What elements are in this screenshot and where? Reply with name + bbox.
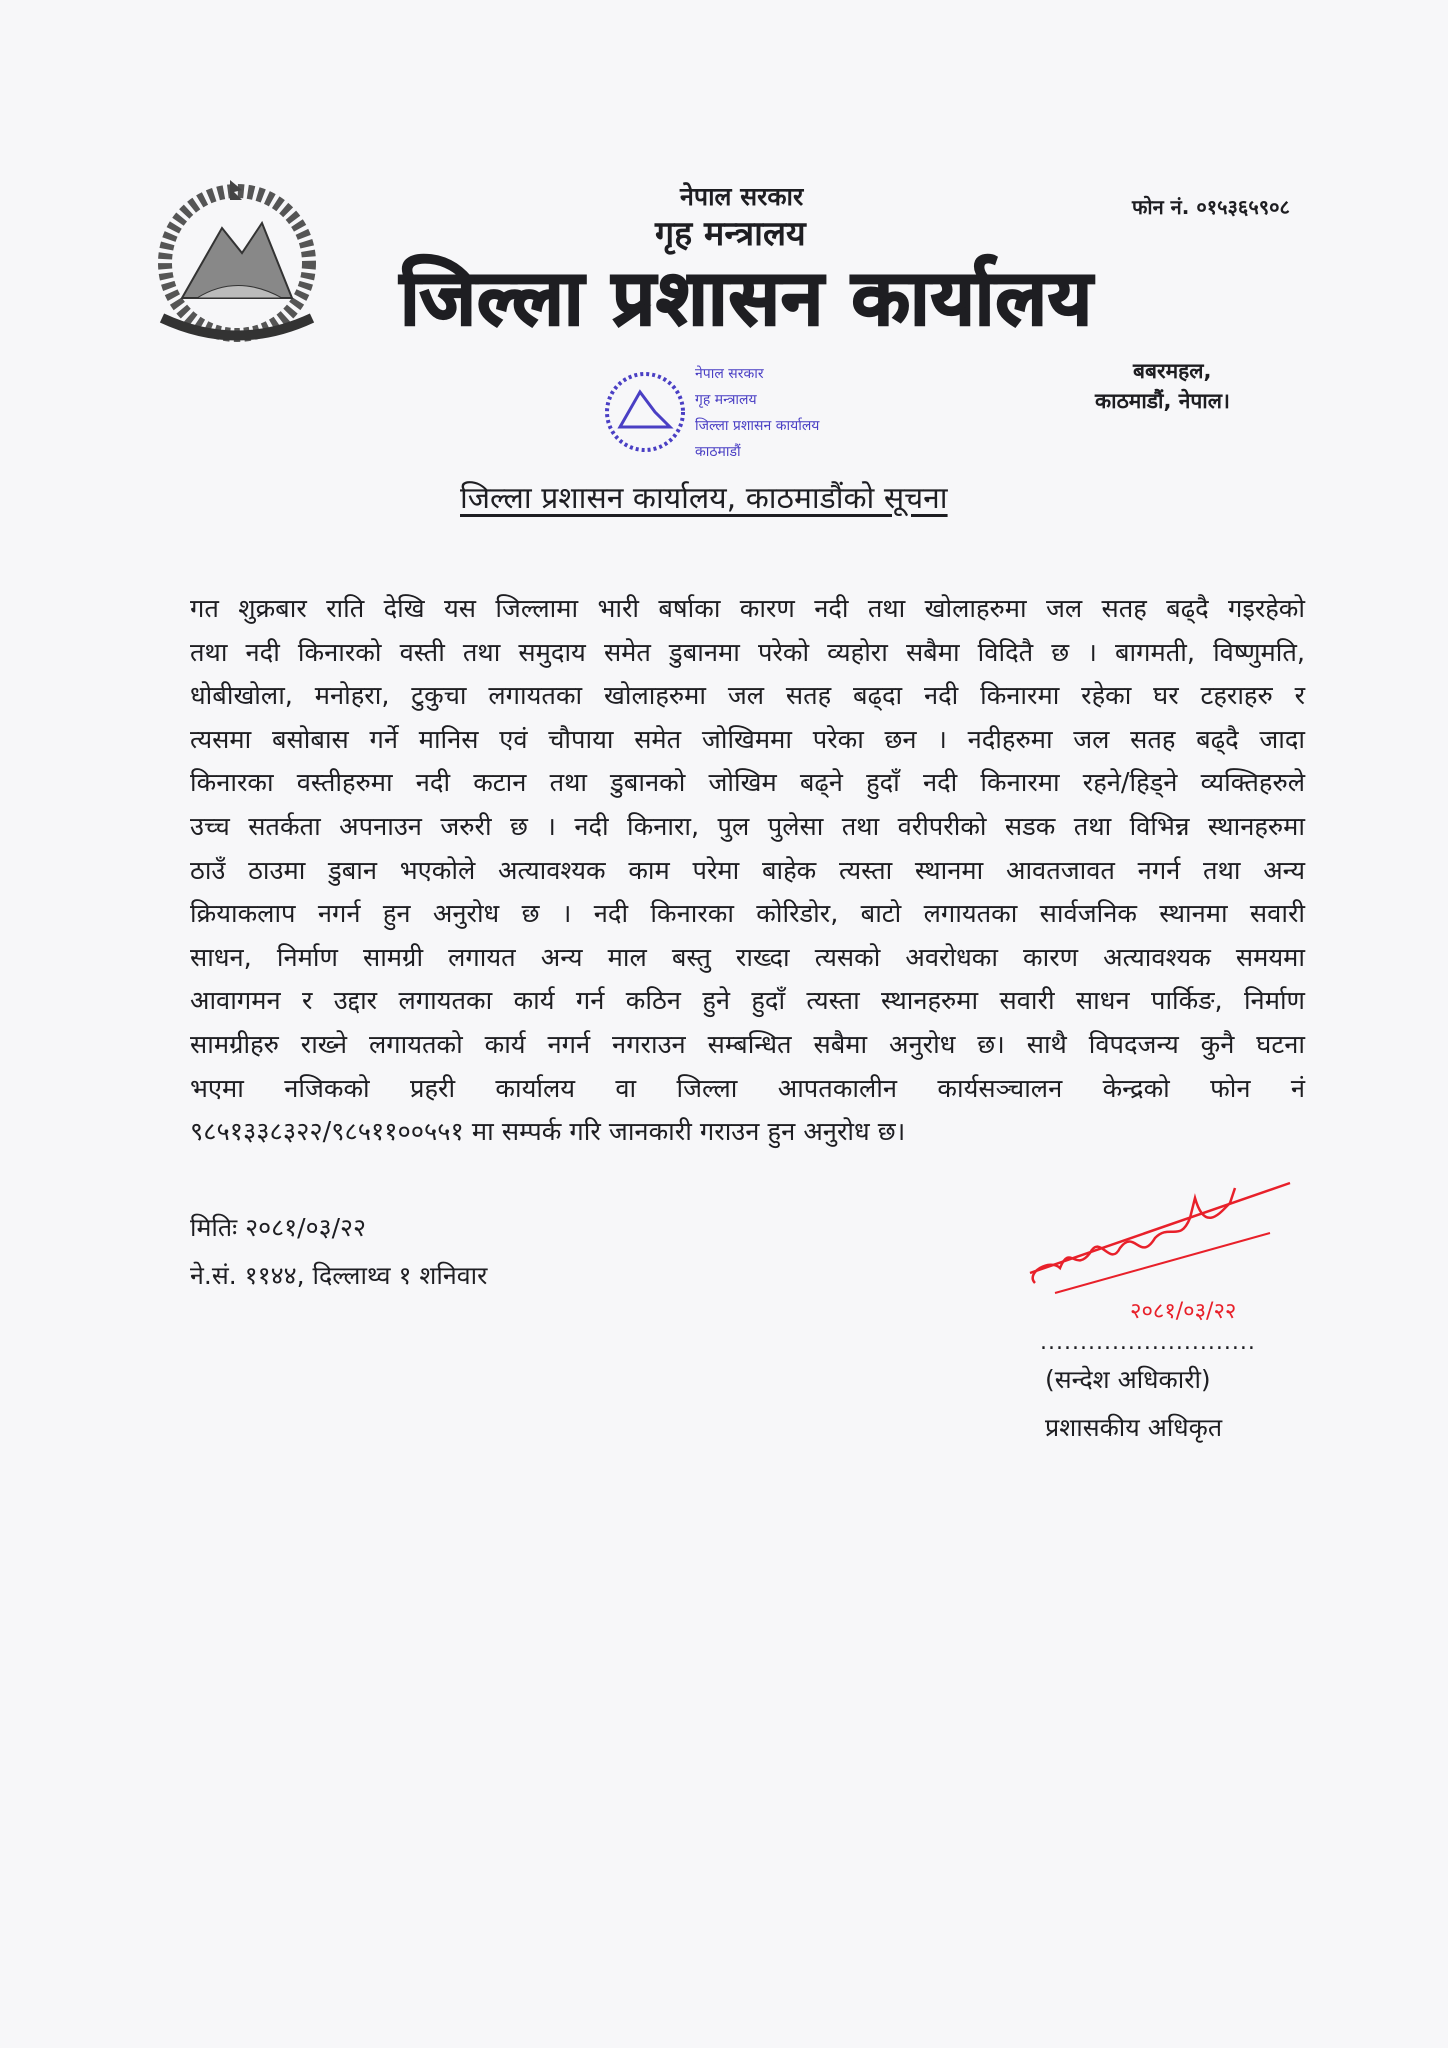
handwritten-signature [1020,1178,1310,1326]
body-line: गत शुक्रबार राति देखि यस जिल्लामा भारी बर्षाका कारण नदी तथा खोलाहरुमा जल सतह बढ्दै गइरहेको [190,594,1305,624]
government-heading: नेपाल सरकार [680,182,804,211]
body-line: ९८५१३३८३२२/९८५११००५५१ मा सम्पर्क गरि जानकारी गराउन हुन अनुरोध छ। [190,1117,906,1148]
phone-number: फोन नं. ०१५३६५९०८ [1132,195,1290,219]
signature-date: २०८१/०३/२२ [1130,1299,1237,1324]
body-line: आवागमन र उद्दार लगायतका कार्य गर्न कठिन हुने हुदाँ त्यस्ता स्थानहरुमा सवारी साधन पार्किङ, निर्माण [190,986,1305,1017]
signatory-designation: प्रशासकीय अधिकृत [1045,1413,1223,1442]
body-line: भएमा नजिकको प्रहरी कार्यालय वा जिल्ला आपतकालीन कार्यसञ्चालन केन्द्रको फोन नं [190,1073,1305,1104]
notice-title: जिल्ला प्रशासन कार्यालय, काठमाडौंको सूचना [460,481,948,516]
address-line-2: काठमाडौं, नेपाल। [1095,389,1230,413]
signatory-name: (सन्देश अधिकारी) [1045,1365,1211,1394]
body-line: किनारका वस्तीहरुमा नदी कटान तथा डुबानको जोखिम बढ्ने हुदाँ नदी किनारमा रहने/हिड्ने व्यक्तिहरुले [190,768,1305,799]
body-line: क्रियाकलाप नगर्न हुन अनुरोध छ । नदी किनारका कोरिडोर, बाटो लगायतका सार्वजनिक स्थानमा सवारी [190,899,1305,930]
body-line: तथा नदी किनारको वस्ती तथा समुदाय समेत डुबानमा परेको व्यहोरा सबैमा विदितै छ । बागमती, विष्णुमति, [190,637,1305,668]
nepal-government-emblem [142,178,332,348]
stamp-line: जिल्ला प्रशासन कार्यालय [695,418,820,434]
notice-date: मितिः २०८१/०३/२२ [190,1213,366,1242]
body-line: सामग्रीहरु राख्ने लगायतको कार्य नगर्न नगराउन सम्बन्धित सबैमा अनुरोध छ। साथै विपदजन्य कुनै घटना [190,1029,1305,1060]
nepal-sambat-date: ने.सं. ११४४, दिल्लाथ्व १ शनिवार [190,1261,488,1290]
stamp-line: काठमाडौं [695,444,741,460]
notice-body [190,588,1305,1155]
address-line-1: बबरमहल, [1133,359,1212,383]
body-line: त्यसमा बसोबास गर्ने मानिस एवं चौपाया समेत जोखिममा परेका छन । नदीहरुमा जल सतह बढ्दै जादा [190,724,1305,755]
stamp-line: नेपाल सरकार [695,366,764,382]
body-line: उच्च सतर्कता अपनाउन जरुरी छ । नदी किनारा, पुल पुलेसा तथा वरीपरीको सडक तथा विभिन्न स्थानहरुमा [190,811,1305,842]
body-line: ठाउँ ठाउमा डुबान भएकोले अत्यावश्यक काम परेमा बाहेक त्यस्ता स्थानमा आवतजावत नगर्न तथा अन्य [190,855,1305,886]
signature-line: ........................... [1040,1330,1256,1355]
body-line: धोबीखोला, मनोहरा, टुकुचा लगायतका खोलाहरुमा जल सतह बढ्दा नदी किनारमा रहेका घर टहराहरु र [190,681,1305,712]
body-line: साधन, निर्माण सामग्री लगायत अन्य माल बस्तु राख्दा त्यसको अवरोधका कारण अत्यावश्यक समयमा [190,942,1305,973]
ministry-heading: गृह मन्त्रालय [655,214,806,254]
office-title: जिल्ला प्रशासन कार्यालय [400,253,1094,342]
stamp-line: गृह मन्त्रालय [695,392,757,408]
office-stamp [600,352,880,474]
